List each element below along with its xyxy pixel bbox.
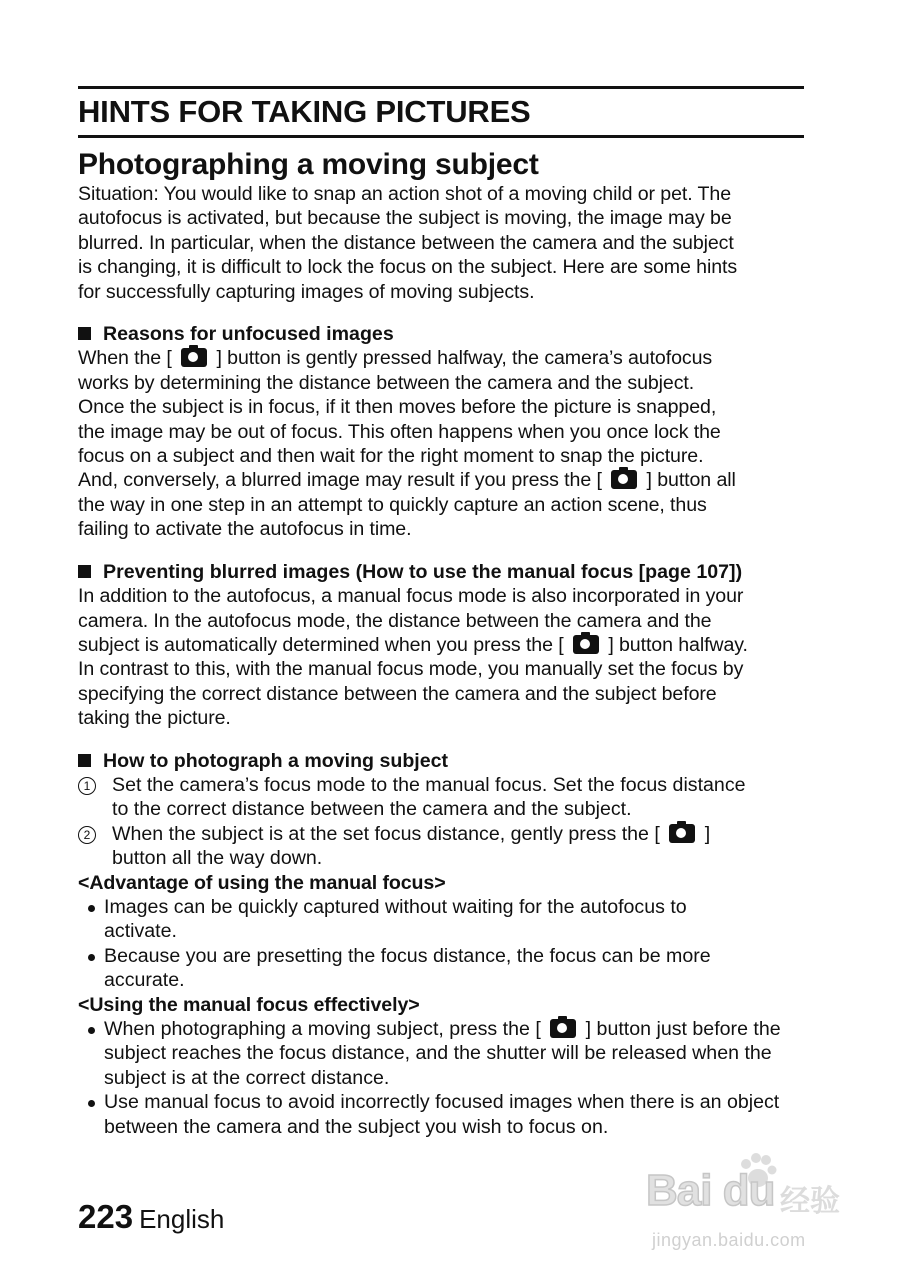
preventing-line: specifying the correct distance between the camera and the subject before	[78, 682, 717, 705]
camera-icon	[669, 824, 695, 843]
document-page	[78, 86, 804, 1139]
watermark-logo: Bai du	[646, 1166, 775, 1215]
camera-icon	[611, 470, 637, 489]
intro-line: Situation: You would like to snap an action shot of a moving child or pet. The	[78, 183, 732, 205]
camera-icon	[181, 348, 207, 367]
preventing-heading	[78, 560, 804, 584]
advantage-heading: <Advantage of using the manual focus>	[78, 871, 446, 894]
watermark-url: jingyan.baidu.com	[652, 1230, 806, 1250]
preventing-line: camera. In the autofocus mode, the distance between the camera and the	[78, 609, 712, 632]
section-title: HINTS FOR TAKING PICTURES	[78, 94, 531, 129]
reasons-line: the way in one step in an attempt to quickly capture an action scene, thus	[78, 493, 707, 516]
intro-line: autofocus is activated, but because the subject is moving, the image may be	[78, 207, 732, 230]
language-label: English	[139, 1204, 225, 1234]
effective-list	[78, 1017, 804, 1139]
bullet-item: Images can be quickly captured without waiting for the autofocus to activate.	[78, 895, 804, 944]
square-bullet-icon	[78, 565, 91, 578]
reasons-line: the image may be out of focus. This often happens when you once lock the	[78, 420, 721, 443]
reasons-paragraph	[78, 346, 804, 541]
preventing-heading-text: Preventing blurred images (How to use the manual focus [page 107])	[103, 560, 743, 583]
reasons-line: failing to activate the autofocus in time.	[78, 518, 412, 541]
bullet-item: Use manual focus to avoid incorrectly focused images when there is an object between the camera and the subject you wish to focus on.	[78, 1090, 804, 1139]
intro-line: is changing, it is difficult to lock the focus on the subject. Here are some hints	[78, 256, 738, 279]
watermark-cn: 经验	[780, 1185, 840, 1218]
reasons-line: focus on a subject and then wait for the right moment to snap the picture.	[78, 445, 704, 468]
bullet-item: Because you are presetting the focus distance, the focus can be more accurate.	[78, 944, 804, 993]
howto-heading	[78, 749, 804, 773]
preventing-line: taking the picture.	[78, 707, 231, 730]
reasons-line: And, conversely, a blurred image may result if you press the [ ] button all	[78, 469, 736, 492]
circled-number-icon: 2	[78, 826, 96, 844]
camera-icon	[573, 635, 599, 654]
preventing-paragraph	[78, 584, 804, 730]
intro-line: blurred. In particular, when the distance between the camera and the subject	[78, 231, 734, 254]
circled-number-icon: 1	[78, 777, 96, 795]
reasons-line: Once the subject is in focus, if it then moves before the picture is snapped,	[78, 396, 717, 419]
mid-rule	[78, 135, 804, 138]
reasons-line: works by determining the distance between the camera and the subject.	[78, 371, 695, 394]
advantage-list	[78, 895, 804, 993]
baidu-watermark	[646, 1150, 866, 1260]
camera-icon	[550, 1019, 576, 1038]
reasons-line: When the [ ] button is gently pressed halfway, the camera’s autofocus	[78, 347, 713, 370]
intro-line: for successfully capturing images of moving subjects.	[78, 280, 535, 303]
preventing-line: subject is automatically determined when you press the [ ] button halfway.	[78, 633, 748, 656]
howto-heading-text: How to photograph a moving subject	[103, 749, 449, 772]
page-title: Photographing a moving subject	[78, 148, 539, 181]
effective-heading: <Using the manual focus effectively>	[78, 993, 420, 1016]
square-bullet-icon	[78, 327, 91, 340]
page-number: 223	[78, 1198, 134, 1235]
preventing-line: In addition to the autofocus, a manual focus mode is also incorporated in your	[78, 585, 744, 608]
step-item: 1 Set the camera’s focus mode to the manual focus. Set the focus distance to the correct distance between the camera and the subject.	[78, 773, 804, 822]
step-item: 2 When the subject is at the set focus distance, gently press the [ ] button all the way down.	[78, 822, 804, 871]
reasons-heading	[78, 322, 804, 346]
bullet-item: When photographing a moving subject, press the [ ] button just before the subject reaches the focus distance, and the shutter will be released when the subject is at the correct distance.	[78, 1017, 804, 1090]
square-bullet-icon	[78, 754, 91, 767]
steps-list	[78, 773, 804, 871]
intro-paragraph	[78, 182, 804, 304]
preventing-line: In contrast to this, with the manual focus mode, you manually set the focus by	[78, 658, 744, 681]
reasons-heading-text: Reasons for unfocused images	[103, 323, 394, 346]
page-footer	[78, 1198, 224, 1236]
